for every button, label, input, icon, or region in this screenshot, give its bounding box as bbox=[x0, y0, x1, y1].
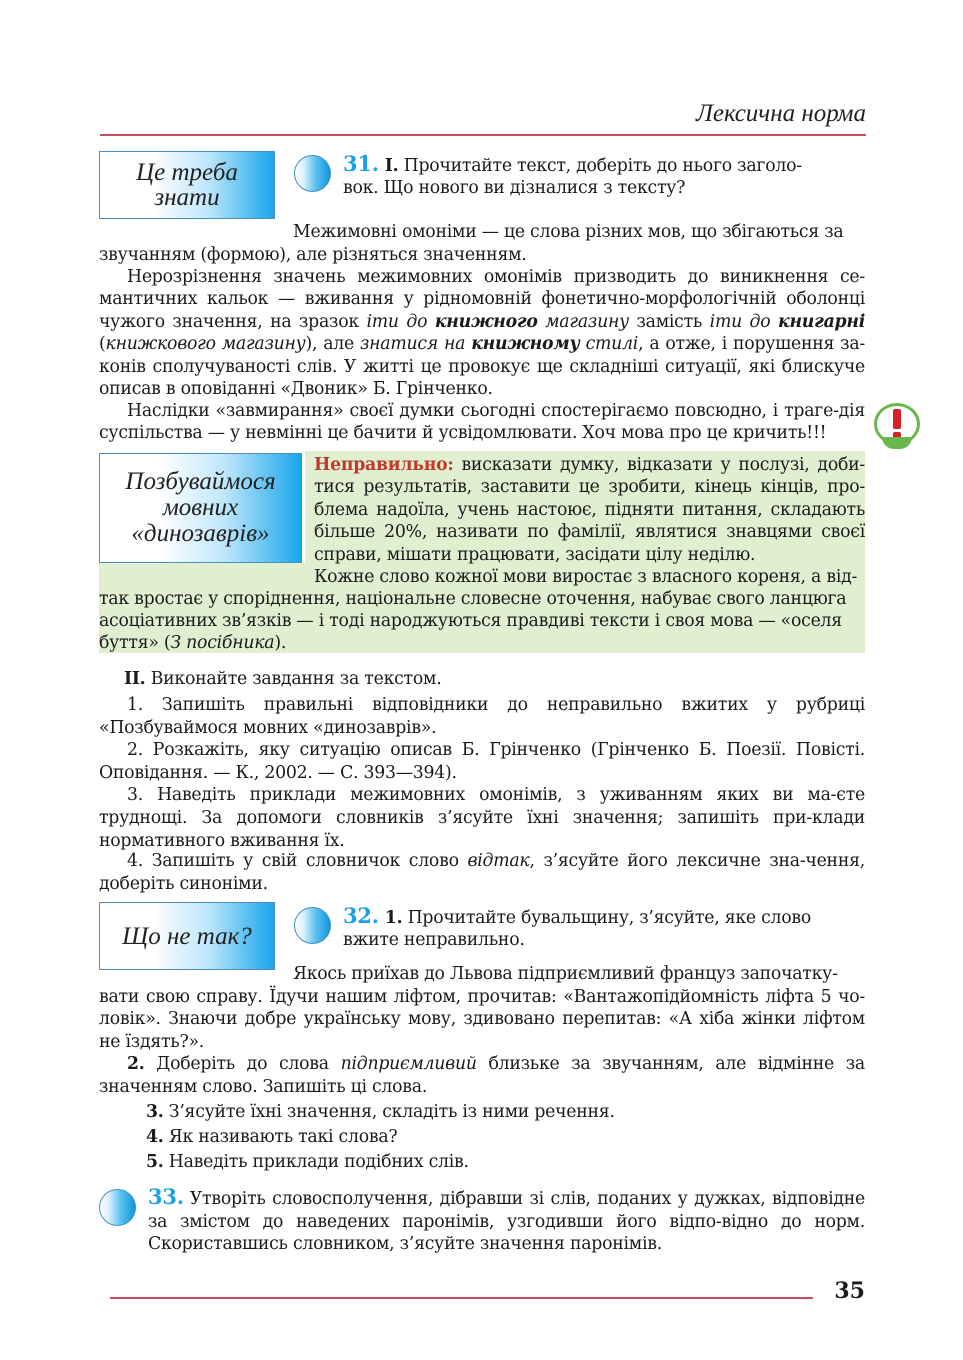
task-2: 2. Розкажіть, яку ситуацію описав Б. Грінченко (Грінченко Б. Поезії. Повісті. Оповідання. — К., 2002. — С. 393—394). bbox=[99, 740, 865, 783]
paragraph-4-line4 bbox=[99, 632, 865, 654]
header-rule bbox=[100, 134, 866, 136]
p4-last-a: буття» ( bbox=[99, 633, 171, 653]
ex32-task1-text: Прочитайте бувальщину, з’ясуйте, яке слово bbox=[407, 908, 812, 928]
exercise-bullet-31 bbox=[294, 155, 331, 192]
task-3: 3. Наведіть приклади межимовних омонімів, з уживанням яких ви ма-єте труднощі. За допомоги словників з’ясуйте їхні значення; запишіть при-клади нормативного вживання їх. bbox=[99, 785, 865, 851]
p2-text-h: ( bbox=[99, 334, 106, 355]
p2-italic-f: іти до bbox=[709, 311, 771, 332]
ex32-t5: Наведіть приклади подібних слів. bbox=[168, 1152, 469, 1172]
p2-italic-m: стилі bbox=[585, 334, 639, 355]
exclamation-icon bbox=[874, 403, 920, 445]
ex31-part1-text2: вок. Що нового ви дізналися з тексту? bbox=[343, 178, 686, 198]
ex31-part1-num: I. bbox=[384, 156, 399, 176]
p2-bold-c: книжного bbox=[434, 311, 538, 332]
p2-italic-k: знатися на bbox=[360, 334, 466, 355]
tag-dinosaurs bbox=[99, 453, 302, 563]
ex32-task-4 bbox=[146, 1126, 865, 1148]
ex33-text bbox=[148, 1186, 865, 1256]
p4-last-b: З посібника bbox=[170, 633, 275, 653]
ex32-number: 32. bbox=[343, 903, 379, 928]
p2-bold-g: книгарні bbox=[778, 311, 866, 332]
tag-whats-wrong bbox=[99, 902, 275, 970]
page-number: 35 bbox=[834, 1278, 865, 1304]
part2-num: II. bbox=[124, 669, 146, 689]
story-rest: вати свою справу. Їдучи нашим ліфтом, прочитав: «Вантажопідйомність ліфта 5 чо-ловік». Знаючи добре українську мову, здивовано перепитав: «А хіба жінки ліфтом не їздять?». bbox=[99, 987, 865, 1052]
footer-rule bbox=[110, 1297, 813, 1299]
wrong-text: висказати думку, відказати у послузі, доби-тися результатів, заставити це зробити, кінець кінців, про-блема надоїла, учень настоює, підняти питання, складають більше 20%, називати по фамілії, являтися знавцями своєї справи, мішати працювати, засідати цілу неділю. bbox=[314, 455, 865, 565]
ex32-t5-num: 5. bbox=[146, 1152, 164, 1172]
p2-text-a: Нерозрізнення значень межимовних омонімів призводить до виникнення се-мантичних кальок — вживання у рідномовній фонетично-морфологічній оболонці чужого значення, на зразок bbox=[99, 267, 865, 332]
story-line1: Якось приїхав до Львова підприємливий француз започатку- bbox=[293, 964, 838, 984]
ex31-part1-text: Прочитайте текст, доберіть до нього заголо- bbox=[403, 156, 802, 176]
task4-c: , з’ясуйте його лексичне зна-чення, доберіть синоніми. bbox=[99, 851, 865, 894]
p2-bold-l: книжному bbox=[471, 334, 580, 355]
task-1: 1. Запишіть правильні відповідники до неправильно вжитих у рубриці «Позбуваймося мовних «динозаврів». bbox=[99, 695, 865, 738]
ex32-heading bbox=[343, 905, 865, 929]
part2-heading bbox=[124, 668, 865, 690]
task4-b: відтак bbox=[467, 851, 530, 871]
tag-dino-line1: Позбуваймося bbox=[125, 468, 276, 495]
ex32-task-5 bbox=[146, 1151, 865, 1173]
ex32-t4-num: 4. bbox=[146, 1127, 164, 1147]
ex32-task-2 bbox=[99, 1053, 865, 1099]
p2-italic-i: книжкового магазину bbox=[105, 334, 306, 355]
paragraph-2 bbox=[99, 266, 865, 400]
ex31-heading-2 bbox=[343, 177, 865, 199]
ex33-number: 33. bbox=[148, 1184, 184, 1209]
tag-dino-line3: «динозаврів» bbox=[131, 520, 270, 547]
ex32-t2-num: 2. bbox=[127, 1054, 145, 1074]
ex32-task1-num: 1. bbox=[384, 908, 403, 928]
ex32-task-3 bbox=[146, 1101, 865, 1123]
wrong-usages bbox=[314, 454, 865, 566]
ex31-heading bbox=[343, 153, 865, 177]
p2-text-j: ), але bbox=[305, 334, 354, 355]
wrong-label: Неправильно: bbox=[314, 455, 454, 475]
ex32-t3-num: 3. bbox=[146, 1102, 164, 1122]
ex32-heading-2: вжите неправильно. bbox=[343, 930, 525, 950]
task-4 bbox=[99, 850, 865, 896]
task4-a: 4. Запишіть у свій словничок слово bbox=[127, 851, 459, 871]
ex32-t4: Як називають такі слова? bbox=[168, 1127, 398, 1147]
paragraph-4-line1: Кожне слово кожної мови виростає з власного кореня, а від- bbox=[314, 567, 858, 587]
tag-know bbox=[99, 151, 275, 219]
ex33-body: Утворіть словосполучення, дібравши зі слів, поданих у дужках, відповідне за змістом до наведених паронімів, узгодивши його відпо-відно до норм. Скориставшись словником, з’ясуйте значення паронімів. bbox=[148, 1189, 865, 1255]
tag-know-line2: знати bbox=[154, 184, 220, 211]
p2-text-e: замість bbox=[636, 311, 703, 332]
ex32-t2-b: підприємливий bbox=[340, 1054, 477, 1074]
exercise-bullet-33 bbox=[99, 1189, 136, 1226]
paragraph-3: Наслідки «завмирання» своєї думки сьогодні спостерігаємо повсюдно, і траге-дія суспільства — у невмінні це бачити й усвідомлювати. Хоч мова про це кричить!!! bbox=[99, 401, 865, 444]
tag-wrong-text: Що не так? bbox=[122, 922, 252, 950]
ex32-t2-a: Доберіть до слова bbox=[156, 1054, 329, 1074]
tag-know-line1: Це треба bbox=[136, 159, 238, 186]
p2-italic-d: магазину bbox=[545, 311, 629, 332]
exercise-bullet-32 bbox=[294, 907, 331, 944]
paragraph-4-line3: асоціативних зв’язків — і тоді народжуються правдиві тексти і своя мова — «оселя bbox=[99, 611, 842, 631]
p4-last-c: ). bbox=[274, 633, 287, 653]
ex31-number: 31. bbox=[343, 151, 379, 176]
ex32-t2-c: близьке за звучанням, але відмінне за значенням слово. Запишіть ці слова. bbox=[99, 1054, 865, 1097]
tag-dino-line2: мовних bbox=[162, 494, 239, 521]
ex32-t3: З’ясуйте їхні значення, складіть із ними речення. bbox=[168, 1102, 615, 1122]
p2-italic-b: іти до bbox=[366, 311, 428, 332]
paragraph-4-line2: так вростає у споріднення, національне словесне оточення, набуває свого ланцюга bbox=[99, 589, 847, 609]
paragraph-1-line2: звучанням (формою), але різняться значенням. bbox=[99, 245, 527, 265]
p2-text-n: , а отже, і порушення за-конів сполучуваності слів. У житті це провокує ще складніші ситуації, які блискуче описав в оповіданні «Двоник» Б. Грінченко. bbox=[99, 334, 865, 400]
paragraph-1-line1: Межимовні омоніми — це слова різних мов, що збігаються за bbox=[293, 222, 844, 242]
part2-text: Виконайте завдання за текстом. bbox=[150, 669, 442, 689]
section-title: Лексична норма bbox=[695, 100, 866, 127]
